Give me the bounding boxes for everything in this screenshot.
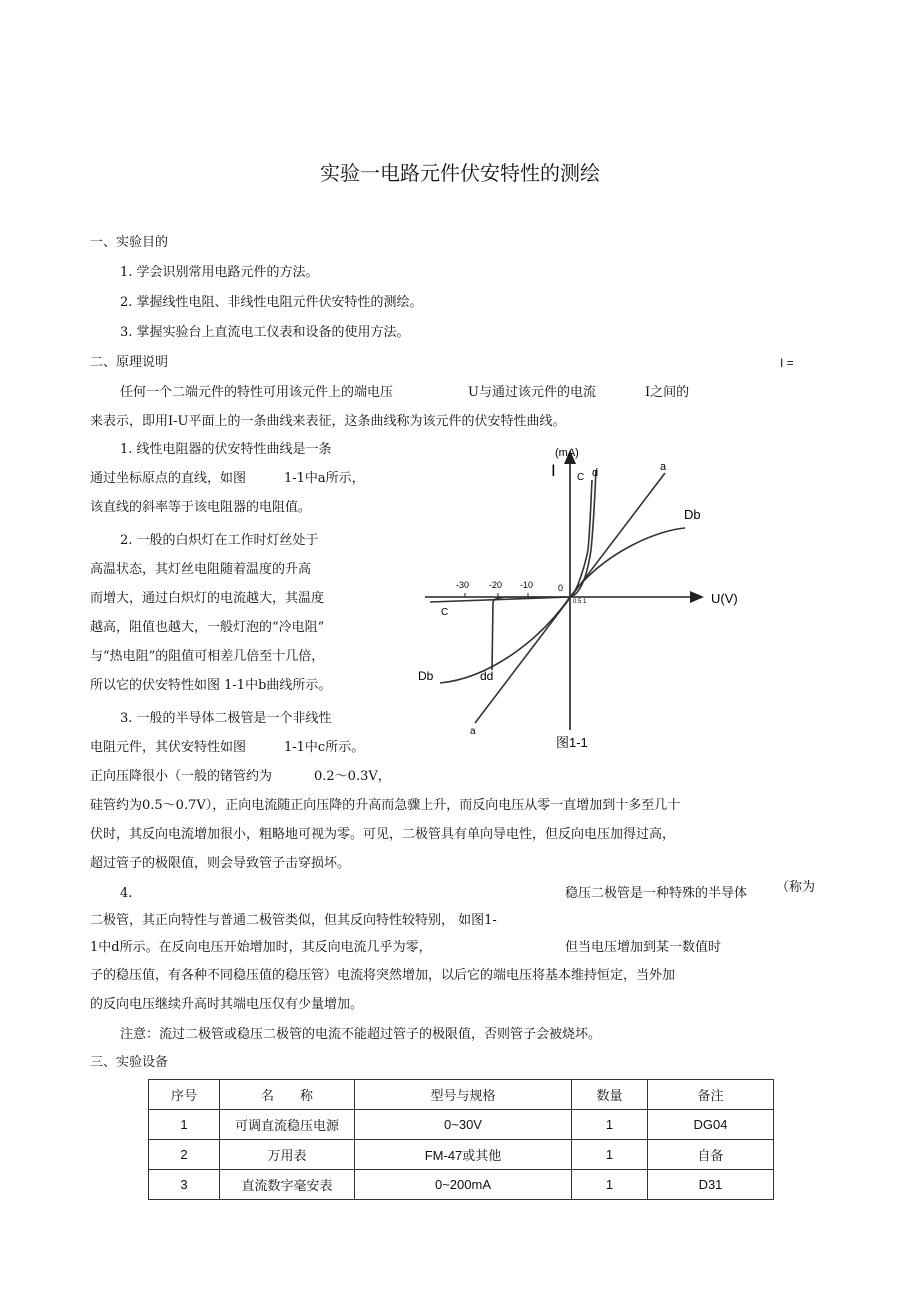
paragraph-text: I之间的 [645, 385, 690, 400]
section-2-heading: 二、原理说明 [90, 355, 169, 370]
curve-b-lamp [440, 528, 685, 683]
origin-label: 0 [558, 583, 564, 593]
table-cell: 3 [149, 1170, 220, 1200]
table-header: 数量 [572, 1080, 648, 1110]
x-tick-label: -30 [456, 580, 470, 590]
curve-label-c: C [577, 472, 585, 483]
paragraph-text: 1-1中c所示。 [284, 740, 365, 755]
paragraph-text: （称为 [776, 880, 816, 895]
paragraph-text: 二极管，其正向特性与普通二极管类似，但其反向特性较特别， 如图1- [90, 913, 497, 928]
section-3-heading: 三、实验设备 [90, 1055, 169, 1070]
paragraph-text: 来表示，即用I-U平面上的一条曲线来表征，这条曲线称为该元件的伏安特性曲线。 [90, 414, 566, 429]
equipment-table [148, 1079, 774, 1200]
table-row [149, 1170, 774, 1200]
paragraph-text: 与“热电阻”的阻值可相差几倍至十几倍， [90, 649, 325, 664]
table-header-row [149, 1080, 774, 1110]
table-header: 名 称 [220, 1080, 355, 1110]
x-tick-label: -10 [520, 580, 534, 590]
x-tick-label: -20 [489, 580, 503, 590]
x-axis-arrow-icon [690, 591, 704, 603]
paragraph-text: 的反向电压继续升高时其端电压仅有少量增加。 [90, 997, 364, 1012]
paragraph-text: 超过管子的极限值，则会导致管子击穿损坏。 [90, 856, 351, 871]
y-axis-label: I [551, 461, 556, 480]
paragraph-text: 该直线的斜率等于该电阻器的电阻值。 [90, 500, 312, 515]
table-cell: 1 [572, 1140, 648, 1170]
table-cell: 0~200mA [355, 1170, 572, 1200]
paragraph-text: 4. [120, 886, 133, 901]
paragraph-text: 任何一个二端元件的特性可用该元件上的端电压 [120, 385, 394, 400]
paragraph-text: 通过坐标原点的直线，如图 [90, 471, 247, 486]
paragraph-text: 1. 线性电阻器的伏安特性曲线是一条 [120, 442, 332, 457]
objective-item: 3. 掌握实验台上直流电工仪表和设备的使用方法。 [120, 325, 410, 340]
paragraph-text: 而增大，通过白炽灯的电流越大，其温度 [90, 591, 325, 606]
paragraph-text: 3. 一般的半导体二极管是一个非线性 [120, 711, 332, 726]
curve-label-b-reverse: Db [418, 669, 434, 683]
note-text: 注意：流过二极管或稳压二极管的电流不能超过管子的极限值，否则管子会被烧坏。 [120, 1027, 602, 1042]
table-cell: D31 [648, 1170, 774, 1200]
objective-item: 2. 掌握线性电阻、非线性电阻元件伏安特性的测绘。 [120, 295, 423, 310]
curve-label-b: Db [684, 507, 701, 522]
paragraph-text: 伏时，其反向电流增加很小，粗略地可视为零。可见，二极管具有单向导电性，但反向电压加得过高， [90, 827, 676, 842]
table-cell: FM-47或其他 [355, 1140, 572, 1170]
paragraph-text: 越高，阻值也越大，一般灯泡的“冷电阻” [90, 620, 325, 635]
table-cell: 自备 [648, 1140, 774, 1170]
page-title: 实验一电路元件伏安特性的测绘 [320, 161, 600, 185]
paragraph-text: 正向压降很小（一般的锗管约为 [90, 769, 273, 784]
iu-characteristic-figure [410, 440, 750, 760]
table-cell: 万用表 [220, 1140, 355, 1170]
table-header: 型号与规格 [355, 1080, 572, 1110]
paragraph-text: 0.2～0.3V， [314, 769, 391, 784]
table-row [149, 1110, 774, 1140]
paragraph-text: U与通过该元件的电流 [468, 385, 596, 400]
section-1-heading: 一、实验目的 [90, 235, 169, 250]
table-cell: 1 [572, 1110, 648, 1140]
paragraph-text: 2. 一般的白炽灯在工作时灯丝处于 [120, 533, 319, 548]
paragraph-text: 稳压二极管是一种特殊的半导体 [565, 886, 748, 901]
curve-d-zener [492, 480, 592, 670]
paragraph-text: 电阻元件，其伏安特性如图 [90, 740, 247, 755]
table-cell: 1 [572, 1170, 648, 1200]
curve-c-diode [430, 470, 596, 602]
paragraph-text: 子的稳压值，有各种不同稳压值的稳压管）电流将突然增加，以后它的端电压将基本维持恒定，当外加 [90, 968, 676, 983]
y-unit-label: (mA) [555, 447, 579, 459]
objective-item: 1. 学会识别常用电路元件的方法。 [120, 265, 319, 280]
table-cell: 可调直流稳压电源 [220, 1110, 355, 1140]
paragraph-text: 硅管约为0.5～0.7V），正向电流随正向压降的升高而急骤上升，而反向电压从零一直增加到十多至几十 [90, 798, 681, 813]
paragraph-text: 但当电压增加到某一数值时 [565, 940, 722, 955]
x-axis-label: U(V) [711, 591, 738, 606]
table-row [149, 1140, 774, 1170]
curve-label-d: d [592, 467, 599, 479]
paragraph-text: 高温状态，其灯丝电阻随着温度的升高 [90, 562, 312, 577]
figure-caption: 图1-1 [556, 735, 588, 750]
paragraph-text: 1-1中a所示， [284, 471, 365, 486]
table-header: 备注 [648, 1080, 774, 1110]
table-header: 序号 [149, 1080, 220, 1110]
curve-label-c-reverse: C [441, 607, 449, 618]
table-cell: 2 [149, 1140, 220, 1170]
table-cell: DG04 [648, 1110, 774, 1140]
paragraph-text: 所以它的伏安特性如图 1-1中b曲线所示。 [90, 678, 332, 693]
curve-label-a: a [660, 461, 667, 473]
table-cell: 0~30V [355, 1110, 572, 1140]
curve-label-d-reverse: dd [480, 669, 494, 683]
small-tick-label: 0.5 1 [573, 599, 587, 605]
table-cell: 直流数字毫安表 [220, 1170, 355, 1200]
table-cell: 1 [149, 1110, 220, 1140]
paragraph-text: 1中d所示。在反向电压开始增加时，其反向电流几乎为零， [90, 940, 432, 955]
curve-label-a-reverse: a [470, 726, 476, 737]
margin-fragment: I = [780, 356, 794, 370]
